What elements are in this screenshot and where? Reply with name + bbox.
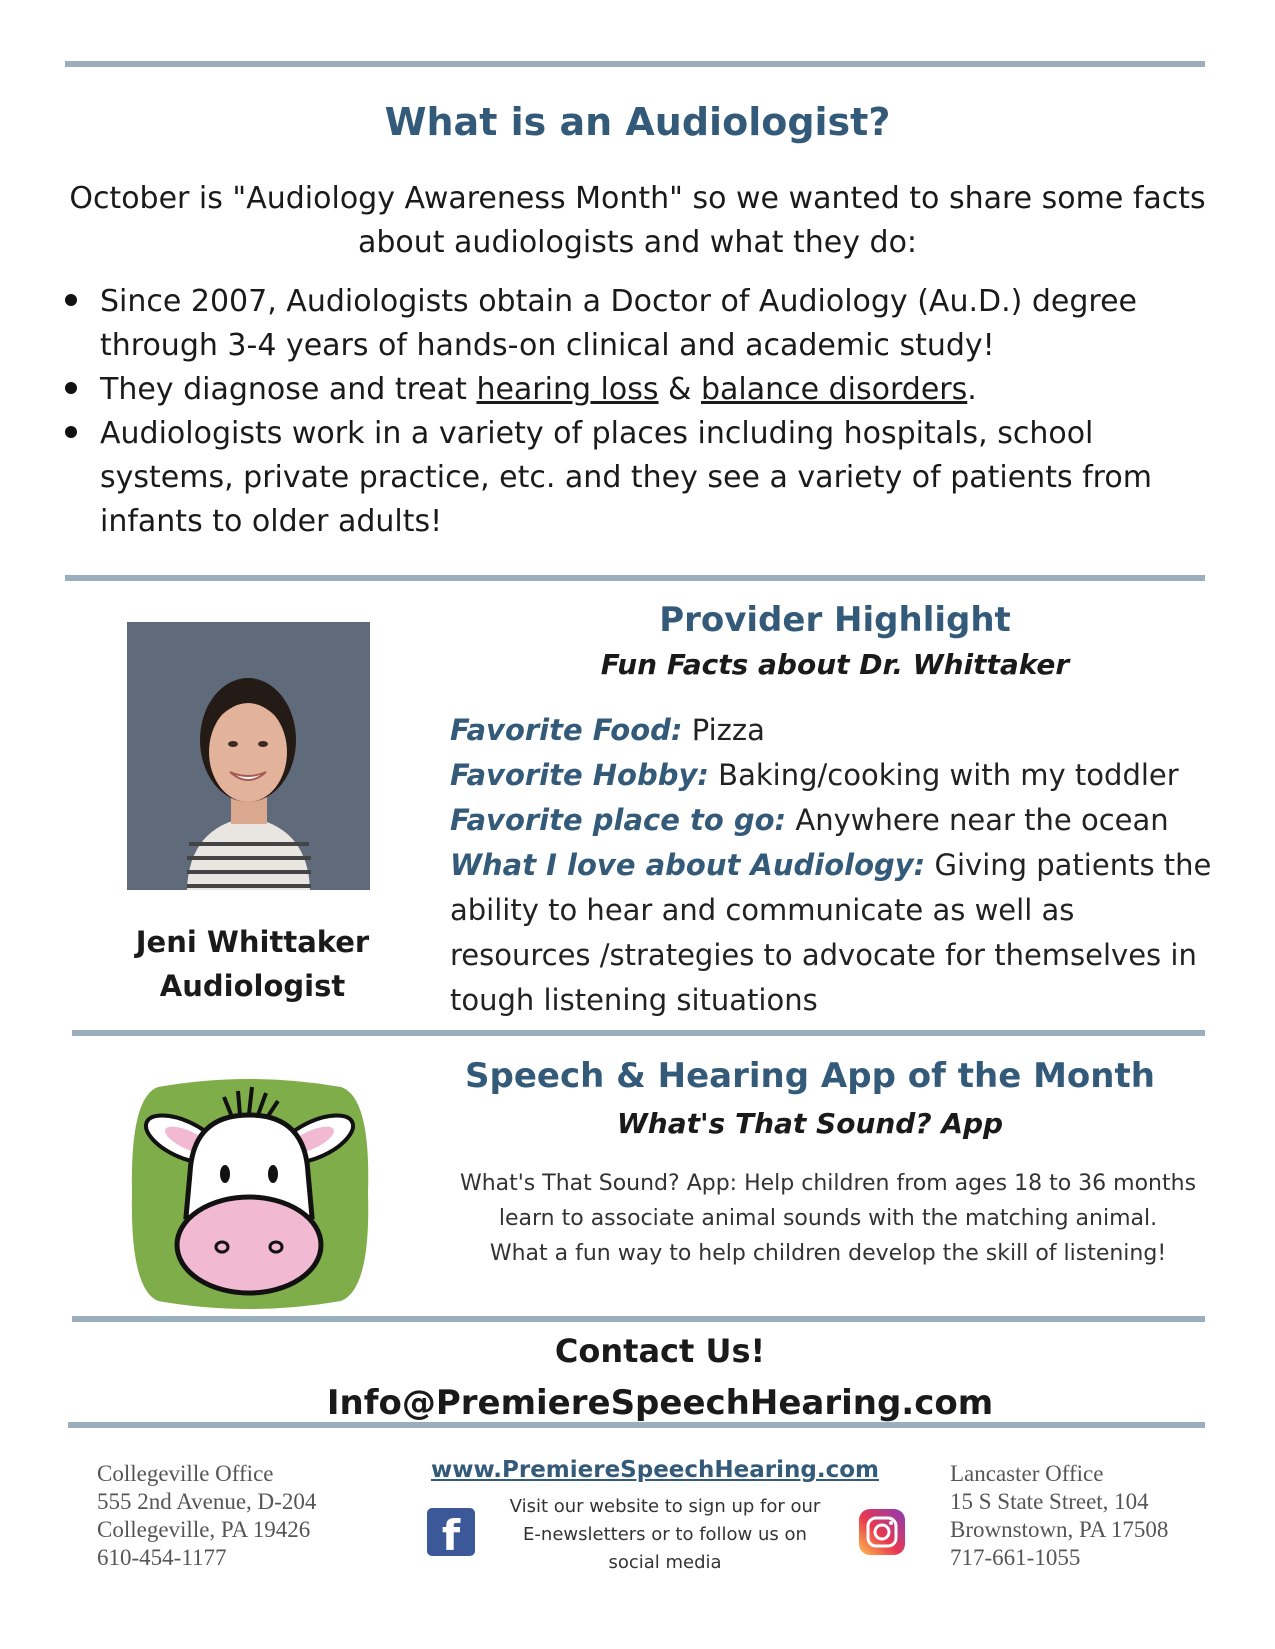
list-item: They diagnose and treat hearing loss & balance disorders.: [100, 368, 1220, 412]
provider-name-block: [100, 920, 405, 1008]
provider-highlight-title: Provider Highlight: [659, 600, 1011, 640]
contact-heading: Contact Us!: [554, 1332, 766, 1370]
divider-4: [72, 1316, 1205, 1322]
intro-text: October is "Audiology Awareness Month" so we wanted to share some facts about audiologists and what they do:: [69, 181, 1206, 260]
cow-app-icon: [128, 1077, 371, 1310]
bullet-icon: [65, 382, 77, 394]
list-item: Since 2007, Audiologists obtain a Doctor of Audiology (Au.D.) degree through 3-4 years of hands-on clinical and academic study!: [100, 280, 1220, 368]
provider-name: Jeni Whittaker: [135, 925, 370, 959]
page-title: What is an Audiologist?: [384, 100, 891, 144]
fact-food: Favorite Food: Pizza: [450, 713, 765, 747]
divider-top: [65, 61, 1205, 67]
hearing-loss-link[interactable]: hearing loss: [476, 372, 659, 407]
app-description: What's That Sound? App: Help children from ages 18 to 36 months learn to associate animal sounds with the matching animal. What a fun way to help children develop the skill of listening!: [459, 1171, 1197, 1266]
facebook-icon[interactable]: f: [427, 1508, 475, 1556]
website-link[interactable]: www.PremiereSpeechHearing.com: [430, 1457, 879, 1483]
app-section-title: Speech & Hearing App of the Month: [465, 1056, 1155, 1096]
provider-facts: [450, 708, 1215, 1023]
fact-love: What I love about Audiology: Giving patients the ability to hear and communicate as well as resources /strategies to advocate for themselves in tough listening situations: [450, 848, 1212, 1017]
divider-2: [65, 575, 1205, 581]
lancaster-office: Lancaster Office 15 S State Street, 104 Brownstown, PA 17508 717-661-1055: [950, 1461, 1169, 1570]
bullet-icon: [65, 426, 77, 438]
collegeville-office: Collegeville Office 555 2nd Avenue, D-204 Collegeville, PA 19426 610-454-1177: [97, 1461, 317, 1570]
fact-place: Favorite place to go: Anywhere near the ocean: [450, 803, 1169, 837]
list-item: Audiologists work in a variety of places including hospitals, school systems, private practice, etc. and they see a variety of patients from infants to older adults!: [100, 412, 1220, 544]
provider-role: Audiologist: [159, 969, 346, 1003]
provider-highlight-subtitle: Fun Facts about Dr. Whittaker: [600, 648, 1070, 681]
app-name: What's That Sound? App: [616, 1107, 1004, 1140]
provider-photo: [127, 622, 370, 890]
fact-hobby: Favorite Hobby: Baking/cooking with my toddler: [450, 758, 1179, 792]
balance-disorders-link[interactable]: balance disorders: [700, 372, 968, 407]
fact-list: [100, 280, 1220, 544]
instagram-icon[interactable]: [858, 1508, 906, 1556]
visit-text: Visit our website to sign up for our E-newsletters or to follow us on social media: [509, 1496, 821, 1573]
bullet-icon: [65, 294, 77, 306]
divider-3: [72, 1030, 1205, 1036]
contact-email[interactable]: Info@PremiereSpeechHearing.com: [326, 1383, 994, 1423]
